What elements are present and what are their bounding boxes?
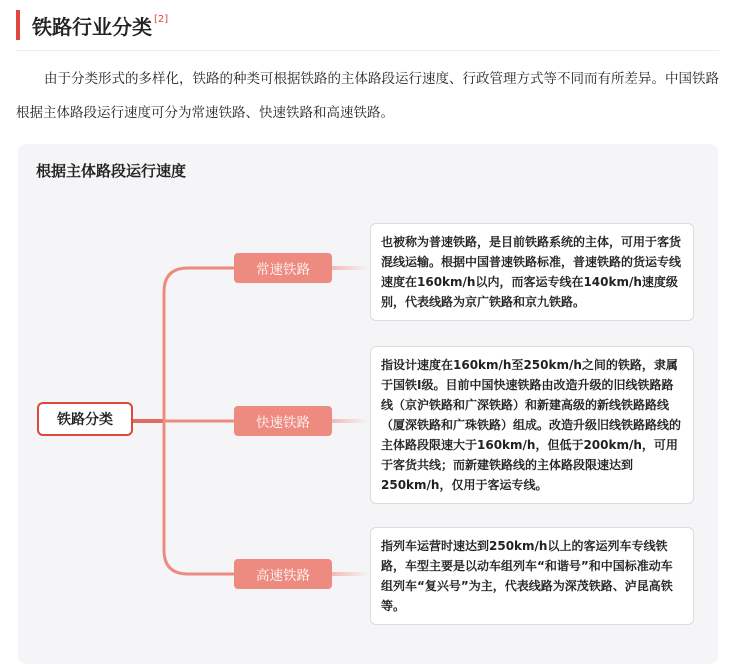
- reference-link[interactable]: [2]: [154, 13, 169, 25]
- branch-regular-speed: 常速铁路: [234, 253, 332, 283]
- fade-line-middle: [332, 419, 368, 423]
- description-regular-speed: 也被称为普速铁路，是目前铁路系统的主体，可用于客货混线运输。根据中国普速铁路标准，普速铁路的货运专线速度在160km/h以内，而客运专线在140km/h速度级别，代表线路为京广铁路和京九铁路。: [370, 223, 694, 321]
- mindmap-card: [18, 144, 718, 664]
- branch-high-speed: 高速铁路: [234, 559, 332, 589]
- connector-bottom: [164, 421, 234, 574]
- section-title: 铁路行业分类: [32, 14, 152, 39]
- root-node: 铁路分类: [37, 402, 133, 436]
- intro-paragraph: 由于分类形式的多样化，铁路的种类可根据铁路的主体路段运行速度、行政管理方式等不同而有所差异。中国铁路根据主体路段运行速度可分为常速铁路、快速铁路和高速铁路。: [16, 71, 719, 121]
- branch-fast: 快速铁路: [234, 406, 332, 436]
- fade-line-top: [332, 266, 368, 270]
- fade-line-bottom: [332, 572, 368, 576]
- section-heading: [16, 10, 168, 40]
- description-fast: 指设计速度在160km/h至250km/h之间的铁路，隶属于国铁Ⅰ级。目前中国快速铁路由改造升级的旧线铁路路线（京沪铁路和广深铁路）和新建高级的新线铁路路线（厦深铁路和广珠铁路）组成。改造升级旧线铁路路线的主体路段限速大于160km/h，但低于200km/h，可用于客货共线；而新建铁路线的主体路段限速达到250km/h，仅用于客运专线。: [370, 346, 694, 504]
- heading-divider: [16, 50, 719, 51]
- connector-top: [164, 268, 234, 421]
- description-high-speed: 指列车运营时速达到250km/h以上的客运列车专线铁路，车型主要是以动车组列车“和谐号”和中国标准动车组列车“复兴号”为主，代表线路为深茂铁路、泸昆高铁等。: [370, 527, 694, 625]
- mindmap-title: 根据主体路段运行速度: [36, 162, 187, 180]
